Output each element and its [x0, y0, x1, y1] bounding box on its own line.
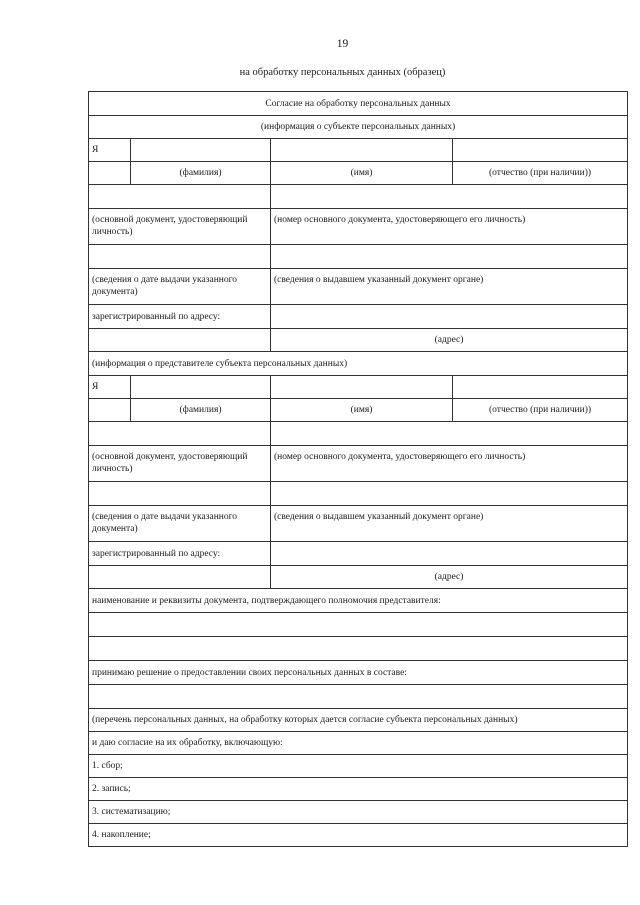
- processing-item-row: [89, 801, 628, 824]
- subject-address-caption-row: [89, 329, 628, 352]
- pd-list-caption-row: [89, 709, 628, 732]
- subject-name-caption-row: [89, 162, 628, 185]
- representative-doc-type-caption: (основной документ, удостоверяющий личность): [89, 446, 271, 482]
- representative-patronymic-field[interactable]: [453, 376, 628, 399]
- subject-section-row: [89, 116, 628, 139]
- representative-name-caption-row: [89, 399, 628, 422]
- authority-doc-label-row: [89, 589, 628, 613]
- processing-item: 2. запись;: [89, 778, 628, 801]
- representative-address-field[interactable]: [271, 542, 628, 566]
- subject-caption-spacer: [89, 162, 131, 185]
- subject-issuer-field[interactable]: [271, 245, 628, 269]
- subject-doc-input-row: [89, 185, 628, 209]
- processing-item-row: [89, 778, 628, 801]
- subject-address-spacer: [89, 329, 271, 352]
- subject-surname-caption: (фамилия): [131, 162, 271, 185]
- subject-doc-caption-row: [89, 209, 628, 245]
- subject-doc-number-caption: (номер основного документа, удостоверяющего его личность): [271, 209, 628, 245]
- representative-issue-date-caption: (сведения о дате выдачи указанного документа): [89, 506, 271, 542]
- form-title: Согласие на обработку персональных данных: [89, 92, 628, 116]
- form-title-row: [89, 92, 628, 116]
- representative-name-caption: (имя): [271, 399, 453, 422]
- authority-doc-label: наименование и реквизиты документа, подтверждающего полномочия представителя:: [89, 589, 628, 613]
- representative-patronymic-caption: (отчество (при наличии)): [453, 399, 628, 422]
- consent-form-table: [88, 91, 628, 847]
- representative-issue-caption-row: [89, 506, 628, 542]
- representative-section-row: [89, 352, 628, 376]
- authority-doc-input-row-1: [89, 613, 628, 637]
- processing-item-row: [89, 755, 628, 778]
- representative-surname-field[interactable]: [131, 376, 271, 399]
- subject-issue-caption-row: [89, 269, 628, 305]
- representative-doc-number-field[interactable]: [271, 422, 628, 446]
- subject-address-field[interactable]: [271, 305, 628, 329]
- subject-issue-input-row: [89, 245, 628, 269]
- subject-surname-field[interactable]: [131, 139, 271, 162]
- subject-patronymic-field[interactable]: [453, 139, 628, 162]
- subject-issuer-caption: (сведения о выдавшем указанный документ органе): [271, 269, 628, 305]
- representative-issuer-caption: (сведения о выдавшем указанный документ органе): [271, 506, 628, 542]
- processing-item: 3. систематизацию;: [89, 801, 628, 824]
- representative-doc-number-caption: (номер основного документа, удостоверяющего его личность): [271, 446, 628, 482]
- subject-name-caption: (имя): [271, 162, 453, 185]
- representative-issuer-field[interactable]: [271, 482, 628, 506]
- subject-registered-label: зарегистрированный по адресу:: [89, 305, 271, 329]
- subject-issue-date-field[interactable]: [89, 245, 271, 269]
- subject-patronymic-caption: (отчество (при наличии)): [453, 162, 628, 185]
- representative-name-input-row: [89, 376, 628, 399]
- pd-list-input-row: [89, 685, 628, 709]
- representative-name-field[interactable]: [271, 376, 453, 399]
- pd-list-field[interactable]: [89, 685, 628, 709]
- processing-item-row: [89, 824, 628, 847]
- representative-caption-spacer: [89, 399, 131, 422]
- page-number: 19: [336, 38, 349, 50]
- consent-label-row: [89, 732, 628, 755]
- document-heading: на обработку персональных данных (образец): [239, 67, 446, 78]
- subject-i-label: Я: [89, 139, 131, 162]
- processing-item: 4. накопление;: [89, 824, 628, 847]
- subject-address-caption: (адрес): [271, 329, 628, 352]
- representative-address-caption: (адрес): [271, 566, 628, 589]
- subject-section-caption: (информация о субъекте персональных данных): [89, 116, 628, 139]
- representative-doc-type-field[interactable]: [89, 422, 271, 446]
- processing-item: 1. сбор;: [89, 755, 628, 778]
- subject-name-field[interactable]: [271, 139, 453, 162]
- representative-address-row: [89, 542, 628, 566]
- representative-surname-caption: (фамилия): [131, 399, 271, 422]
- subject-doc-number-field[interactable]: [271, 185, 628, 209]
- representative-i-label: Я: [89, 376, 131, 399]
- consent-label: и даю согласие на их обработку, включающую:: [89, 732, 628, 755]
- subject-doc-type-caption: (основной документ, удостоверяющий личность): [89, 209, 271, 245]
- pd-list-caption: (перечень персональных данных, на обработку которых дается согласие субъекта персональных данных): [89, 709, 628, 732]
- representative-doc-input-row: [89, 422, 628, 446]
- representative-issue-date-field[interactable]: [89, 482, 271, 506]
- authority-doc-input-row-2: [89, 637, 628, 661]
- subject-address-row: [89, 305, 628, 329]
- representative-address-caption-row: [89, 566, 628, 589]
- authority-doc-field-1[interactable]: [89, 613, 628, 637]
- subject-doc-type-field[interactable]: [89, 185, 271, 209]
- subject-name-input-row: [89, 139, 628, 162]
- representative-doc-caption-row: [89, 446, 628, 482]
- decision-label: принимаю решение о предоставлении своих персональных данных в составе:: [89, 661, 628, 685]
- authority-doc-field-2[interactable]: [89, 637, 628, 661]
- representative-address-spacer: [89, 566, 271, 589]
- representative-issue-input-row: [89, 482, 628, 506]
- representative-section-caption: (информация о представителе субъекта персональных данных): [89, 352, 628, 376]
- decision-label-row: [89, 661, 628, 685]
- subject-issue-date-caption: (сведения о дате выдачи указанного документа): [89, 269, 271, 305]
- representative-registered-label: зарегистрированный по адресу:: [89, 542, 271, 566]
